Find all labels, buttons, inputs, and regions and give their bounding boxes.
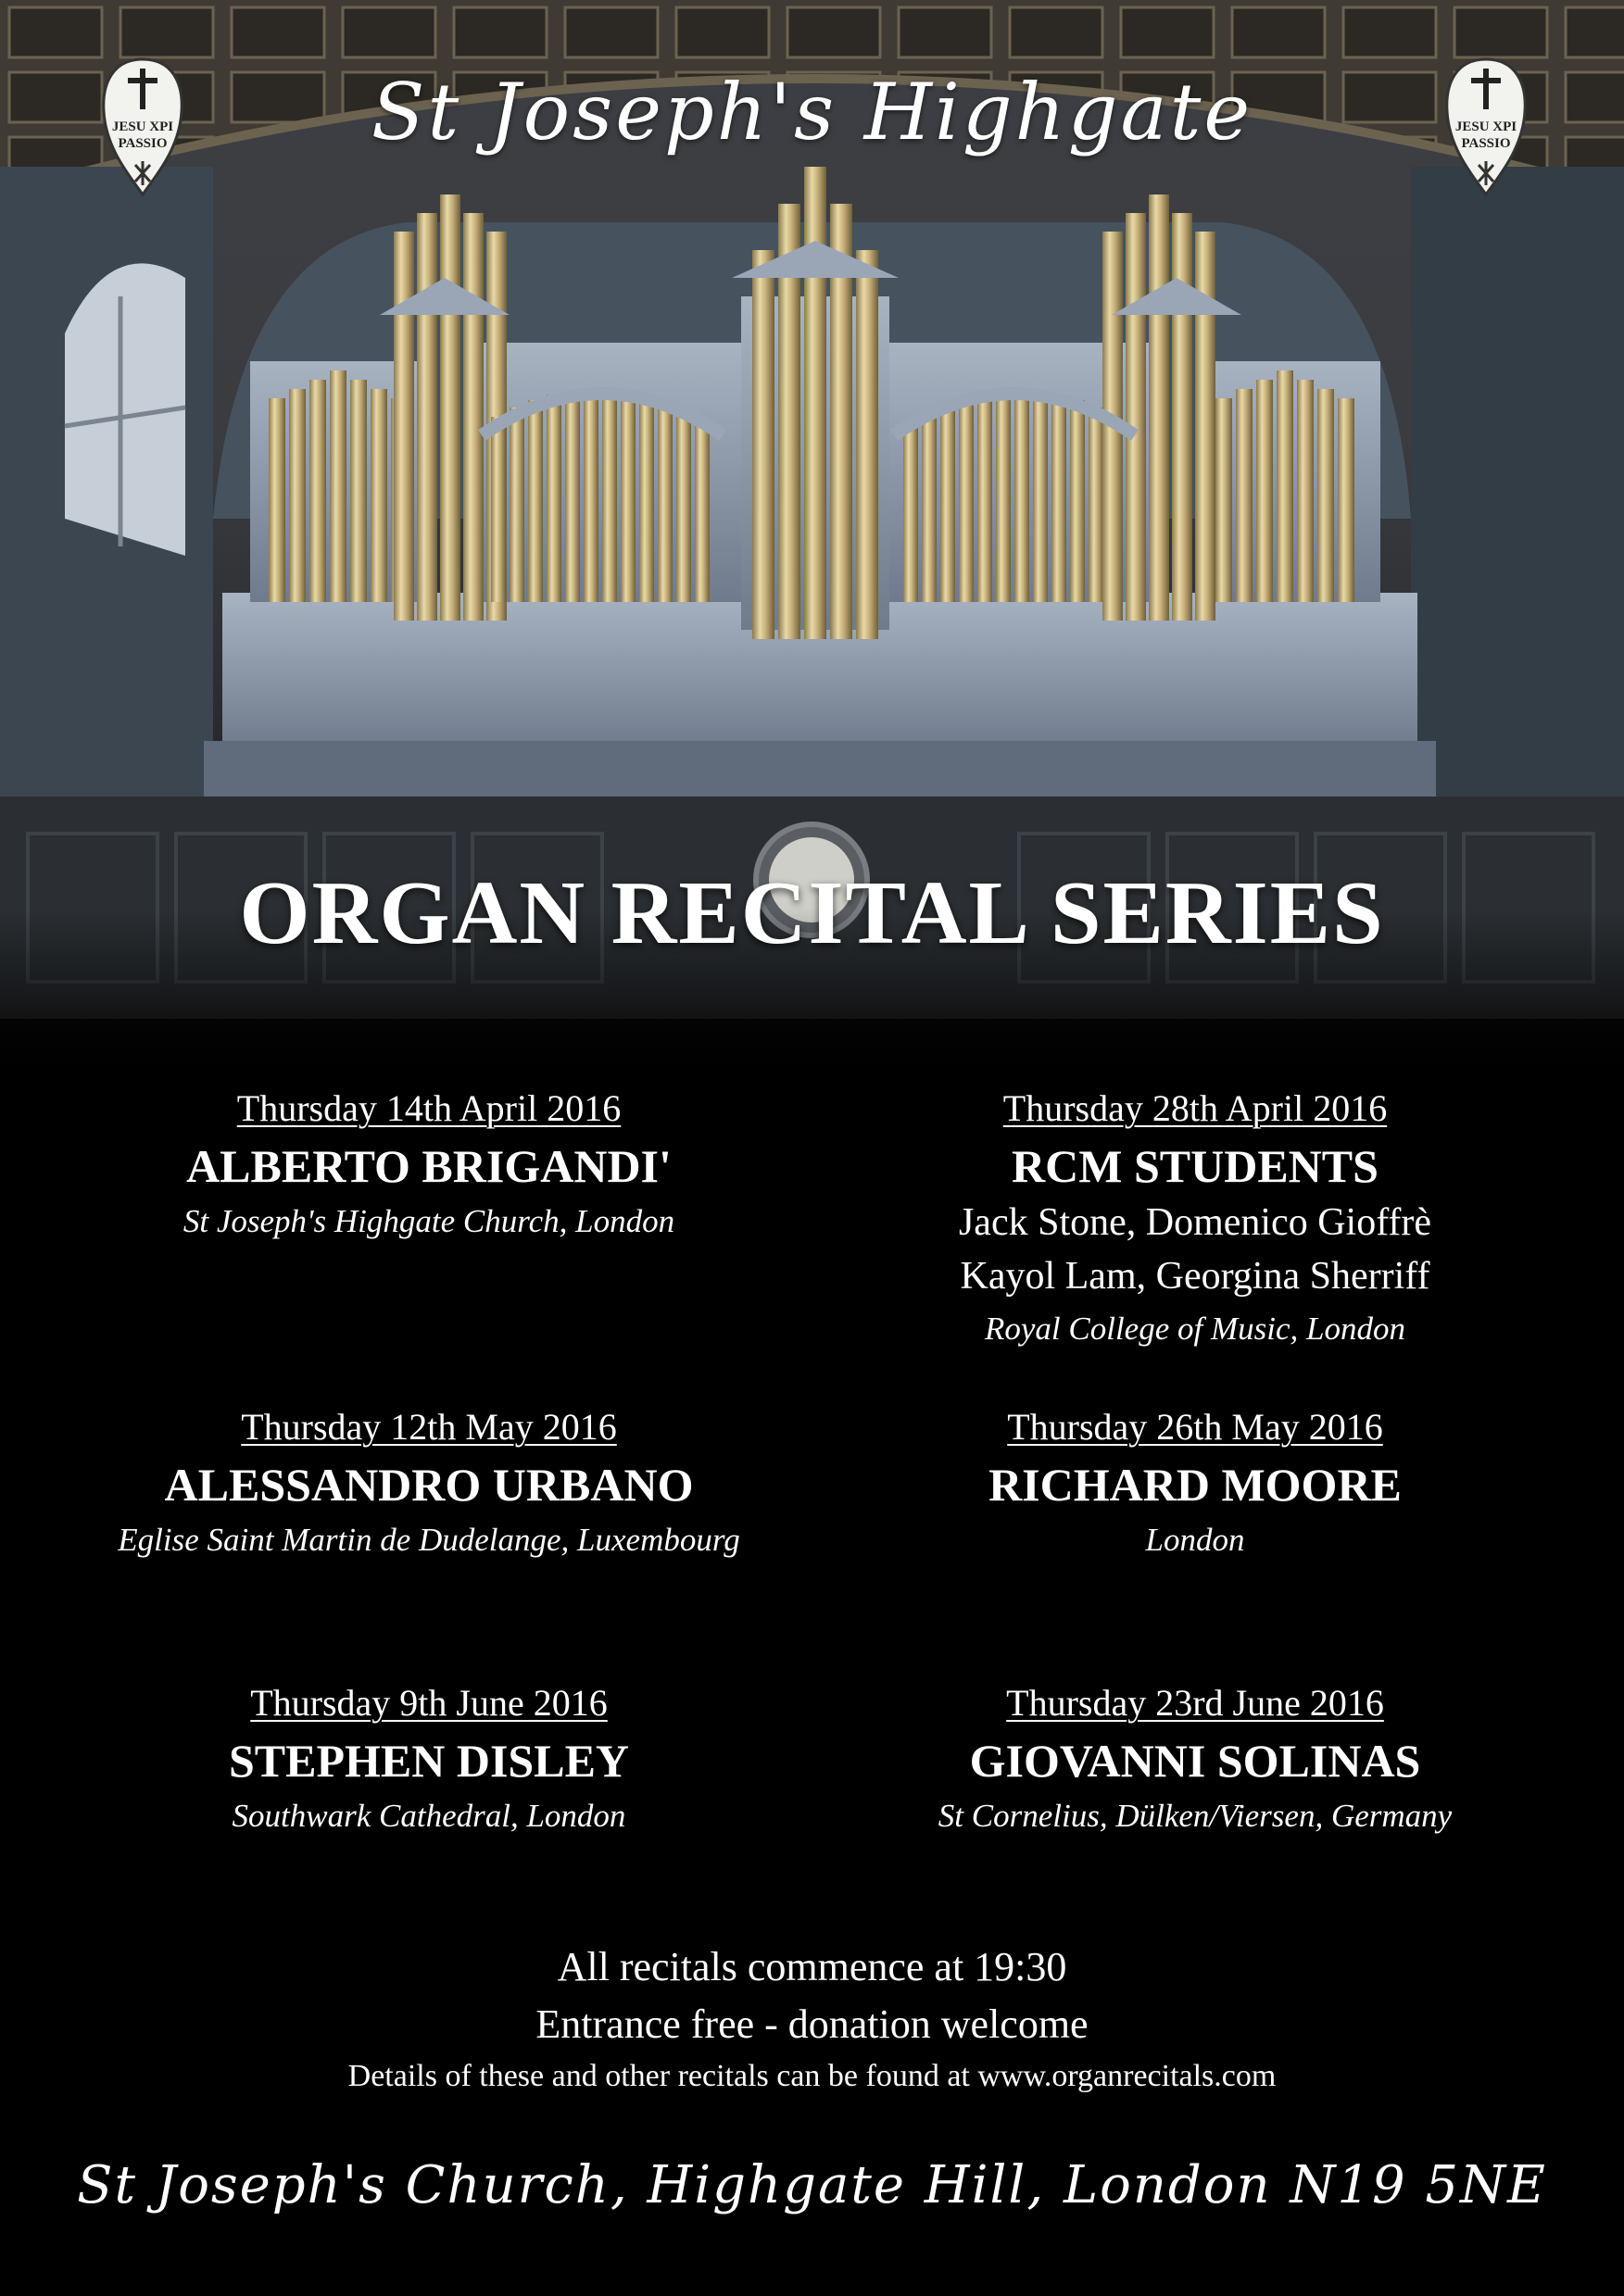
recital-date: Thursday 14th April 2016 bbox=[236, 1087, 622, 1129]
recital-performer: GIOVANNI SOLINAS bbox=[969, 1735, 1421, 1787]
recital-venue: Royal College of Music, London bbox=[985, 1311, 1405, 1347]
recital-date: Thursday 28th April 2016 bbox=[1002, 1087, 1388, 1129]
right-wall bbox=[1411, 167, 1624, 815]
organ-pipes bbox=[269, 167, 1354, 639]
entrance-note: Entrance free - donation welcome bbox=[535, 2001, 1089, 2047]
recital-entry bbox=[806, 1399, 1584, 1566]
recital-date: Thursday 12th May 2016 bbox=[241, 1406, 617, 1448]
recital-venue: Southwark Cathedral, London bbox=[232, 1798, 626, 1834]
recital-date: Thursday 26th May 2016 bbox=[1007, 1406, 1383, 1448]
start-time-note: All recitals commence at 19:30 bbox=[557, 1944, 1067, 1989]
recital-performer: RICHARD MOORE bbox=[988, 1459, 1402, 1511]
emblem-text-line1: JESU XPI bbox=[111, 119, 174, 134]
recital-entry bbox=[806, 1081, 1584, 1355]
church-title: St Joseph's Highgate bbox=[371, 67, 1253, 157]
recital-performer: STEPHEN DISLEY bbox=[228, 1735, 630, 1787]
emblem-text-line1: JESU XPI bbox=[1454, 119, 1517, 134]
details-note: Details of these and other recitals can be found at www.organrecitals.com bbox=[347, 2059, 1277, 2093]
series-title: ORGAN RECITAL SERIES bbox=[239, 863, 1385, 963]
recital-venue: London bbox=[1145, 1522, 1245, 1558]
recital-performer-names: Jack Stone, Domenico Gioffrè bbox=[958, 1201, 1432, 1244]
recital-entry bbox=[40, 1399, 818, 1566]
emblem-text-line2: PASSIO bbox=[1461, 136, 1511, 151]
recital-venue: St Cornelius, Dülken/Viersen, Germany bbox=[938, 1798, 1453, 1834]
recital-venue: Eglise Saint Martin de Dudelange, Luxembourg bbox=[118, 1522, 740, 1558]
recital-performer-names: Kayol Lam, Georgina Sherriff bbox=[960, 1255, 1430, 1298]
recital-venue: St Joseph's Highgate Church, London bbox=[183, 1203, 675, 1239]
recital-performer: ALBERTO BRIGANDI' bbox=[186, 1140, 672, 1192]
recital-date: Thursday 9th June 2016 bbox=[250, 1682, 608, 1724]
recital-performer: RCM STUDENTS bbox=[1012, 1140, 1379, 1192]
recital-entry bbox=[40, 1081, 818, 1248]
emblem-text-line2: PASSIO bbox=[118, 136, 168, 151]
church-address: St Joseph's Church, Highgate Hill, London N19 5NE bbox=[77, 2155, 1547, 2215]
recital-entry bbox=[806, 1675, 1584, 1842]
recital-date: Thursday 23rd June 2016 bbox=[1006, 1682, 1384, 1724]
recital-performer: ALESSANDRO URBANO bbox=[164, 1459, 694, 1511]
recital-entry bbox=[40, 1675, 818, 1842]
